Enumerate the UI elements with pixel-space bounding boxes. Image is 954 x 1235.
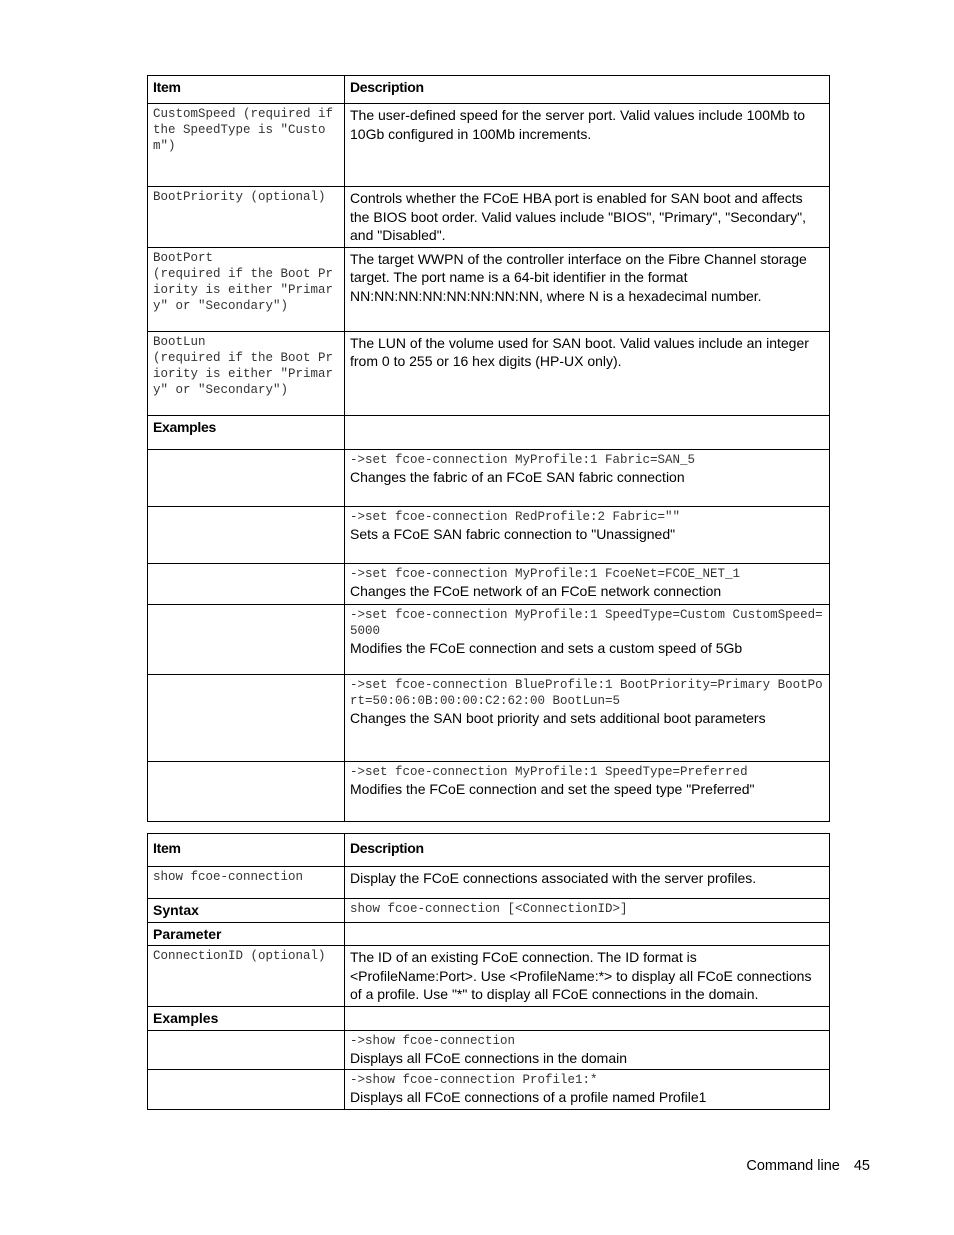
example-description: Changes the SAN boot priority and sets additional boot parameters xyxy=(350,709,766,726)
syntax-label: Syntax xyxy=(148,899,345,923)
table-row xyxy=(148,331,830,415)
example-command: ->show fcoe-connection xyxy=(350,1033,516,1048)
header-description: Description xyxy=(345,834,830,867)
command-name: show fcoe-connection xyxy=(153,870,304,884)
header-item: Item xyxy=(148,834,345,867)
desc-bootlun: The LUN of the volume used for SAN boot. Valid values include an integer from 0 to 255 or 16 hex digits (HP-UX only). xyxy=(350,334,809,369)
page-number: 45 xyxy=(853,1158,870,1174)
example-description: Changes the fabric of an FCoE SAN fabric connection xyxy=(350,468,685,485)
table-row xyxy=(148,563,830,604)
example-command: ->set fcoe-connection MyProfile:1 FcoeNet=FCOE_NET_1 xyxy=(350,566,741,581)
example-description: Sets a FCoE SAN fabric connection to "Unassigned" xyxy=(350,525,676,542)
example-description: Changes the FCoE network of an FCoE network connection xyxy=(350,582,722,599)
table-row xyxy=(148,506,830,563)
item-customspeed: CustomSpeed (required if the SpeedType is "Custom") xyxy=(153,107,341,153)
examples-label: Examples xyxy=(148,1007,345,1031)
table-row xyxy=(148,449,830,506)
item-bootport: BootPort (required if the Boot Priority is either "Primary" or "Secondary") xyxy=(153,250,334,313)
item-bootlun: BootLun (required if the Boot Priority is either "Primary" or "Secondary") xyxy=(153,334,334,397)
table-header-row xyxy=(148,76,830,104)
syntax-row xyxy=(148,899,830,923)
parameter-label: Parameter xyxy=(148,922,345,946)
examples-header-row xyxy=(148,1007,830,1031)
examples-header-row xyxy=(148,415,830,449)
table-row xyxy=(148,674,830,761)
example-description: Displays all FCoE connections of a profile named Profile1 xyxy=(350,1089,707,1105)
example-command: ->set fcoe-connection MyProfile:1 SpeedType=Preferred xyxy=(350,764,748,779)
parameter-description: The ID of an existing FCoE connection. The ID format is <ProfileName:Port>. Use <ProfileName:*> to display all FCoE connections of a profile. Use "*" to display all FCoE connections in the domain. xyxy=(350,949,812,1002)
example-command: ->show fcoe-connection Profile1:* xyxy=(350,1073,598,1087)
desc-customspeed: The user-defined speed for the server port. Valid values include 100Mb to 10Gb configured in 100Mb increments. xyxy=(350,107,805,142)
table-row xyxy=(148,187,830,248)
item-bootpriority: BootPriority (optional) xyxy=(153,190,326,204)
example-command: ->set fcoe-connection BlueProfile:1 BootPriority=Primary BootPort=50:06:0B:00:00:C2:62:00 BootLun=5 xyxy=(350,677,823,708)
page-footer xyxy=(746,1158,870,1174)
desc-bootpriority: Controls whether the FCoE HBA port is enabled for SAN boot and affects the BIOS boot order. Valid values include "BIOS", "Primary", "Secondary", and "Disabled". xyxy=(350,190,806,243)
example-description: Modifies the FCoE connection and sets a custom speed of 5Gb xyxy=(350,639,743,656)
footer-section: Command line xyxy=(746,1158,840,1174)
table-row xyxy=(148,946,830,1007)
example-command: ->set fcoe-connection RedProfile:2 Fabric="" xyxy=(350,509,681,524)
table-header-row xyxy=(148,834,830,867)
header-item: Item xyxy=(148,76,345,104)
table-row xyxy=(148,604,830,674)
desc-bootport: The target WWPN of the controller interface on the Fibre Channel storage target. The port name is a 64-bit identifier in the format NN:NN:NN:NN:NN:NN:NN:NN, where N is a hexadecimal number. xyxy=(350,250,807,304)
header-description: Description xyxy=(345,76,830,104)
table-row xyxy=(148,761,830,821)
parameter-name: ConnectionID (optional) xyxy=(153,949,326,963)
example-description: Modifies the FCoE connection and set the speed type "Preferred" xyxy=(350,780,755,797)
table-row xyxy=(148,247,830,331)
table-row xyxy=(148,1030,830,1070)
syntax-value: show fcoe-connection [<ConnectionID>] xyxy=(350,902,628,916)
example-description: Displays all FCoE connections in the domain xyxy=(350,1049,628,1066)
parameter-header-row xyxy=(148,922,830,946)
examples-label: Examples xyxy=(148,415,345,449)
example-command: ->set fcoe-connection MyProfile:1 Fabric=SAN_5 xyxy=(350,452,696,467)
table-row xyxy=(148,104,830,187)
properties-table xyxy=(147,75,830,822)
show-command-table xyxy=(147,833,830,1110)
command-description: Display the FCoE connections associated with the server profiles. xyxy=(350,870,757,886)
table-row xyxy=(148,1070,830,1110)
table-row xyxy=(148,867,830,899)
example-command: ->set fcoe-connection MyProfile:1 SpeedType=Custom CustomSpeed=5000 xyxy=(350,607,823,638)
